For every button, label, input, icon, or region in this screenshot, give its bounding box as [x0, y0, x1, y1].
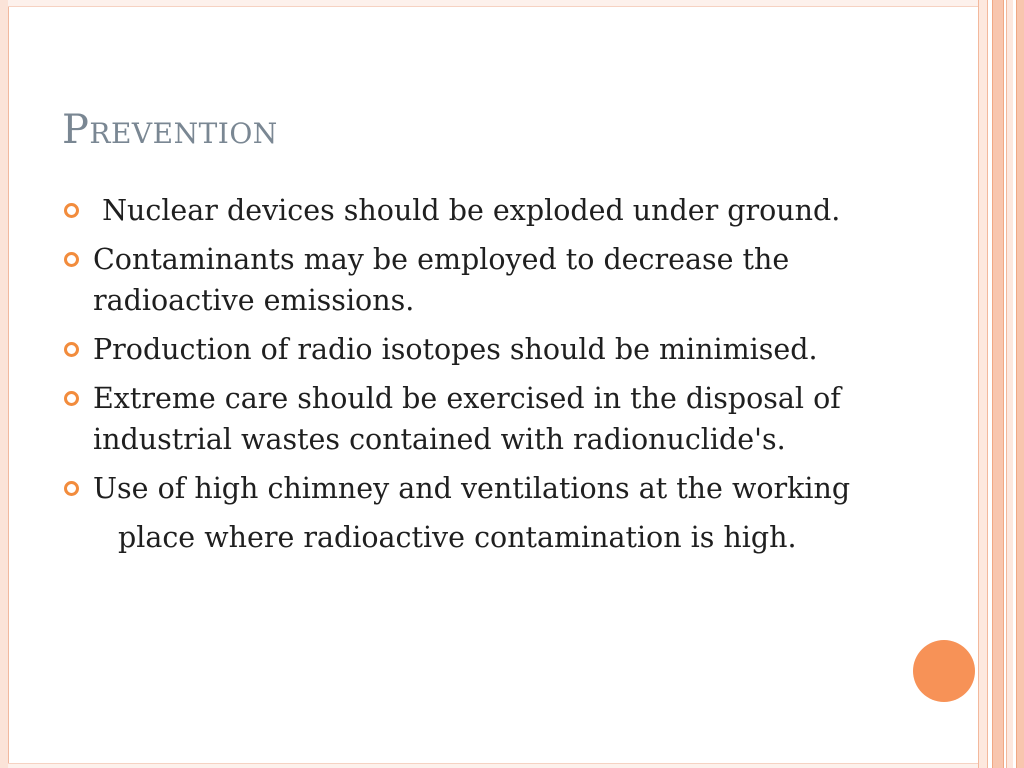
ring-bullet-icon — [64, 481, 79, 496]
ring-bullet-icon — [64, 391, 79, 406]
list-item-text: Contaminants may be employed to decrease the radioactive emissions. — [93, 243, 790, 317]
left-border-decoration — [0, 0, 9, 768]
bullet-list — [60, 190, 890, 558]
ring-bullet-icon — [64, 252, 79, 267]
stripe — [992, 0, 1004, 768]
bottom-border-decoration — [8, 763, 978, 768]
list-item-text: Production of radio isotopes should be minimised. — [93, 333, 818, 366]
list-item — [60, 190, 890, 231]
list-item-text: Extreme care should be exercised in the disposal of industrial wastes contained with radionuclide's. — [93, 382, 859, 456]
stripe — [1006, 0, 1013, 768]
stripe — [978, 0, 988, 768]
ring-bullet-icon — [64, 203, 79, 218]
right-stripe-decoration — [978, 0, 1024, 768]
orange-circle-icon — [913, 640, 975, 702]
ring-bullet-icon — [64, 342, 79, 357]
list-item-text: Use of high chimney and ventilations at the working — [93, 472, 851, 505]
list-item-continuation: place where radioactive contamination is high. — [118, 521, 797, 554]
list-item — [60, 329, 890, 370]
top-border-decoration — [8, 0, 978, 7]
list-item-text: Nuclear devices should be exploded under ground. — [93, 194, 841, 227]
list-item — [60, 468, 890, 509]
stripe — [1016, 0, 1024, 768]
slide-title: Prevention — [62, 107, 278, 153]
list-item — [60, 239, 890, 321]
list-item — [60, 378, 890, 460]
